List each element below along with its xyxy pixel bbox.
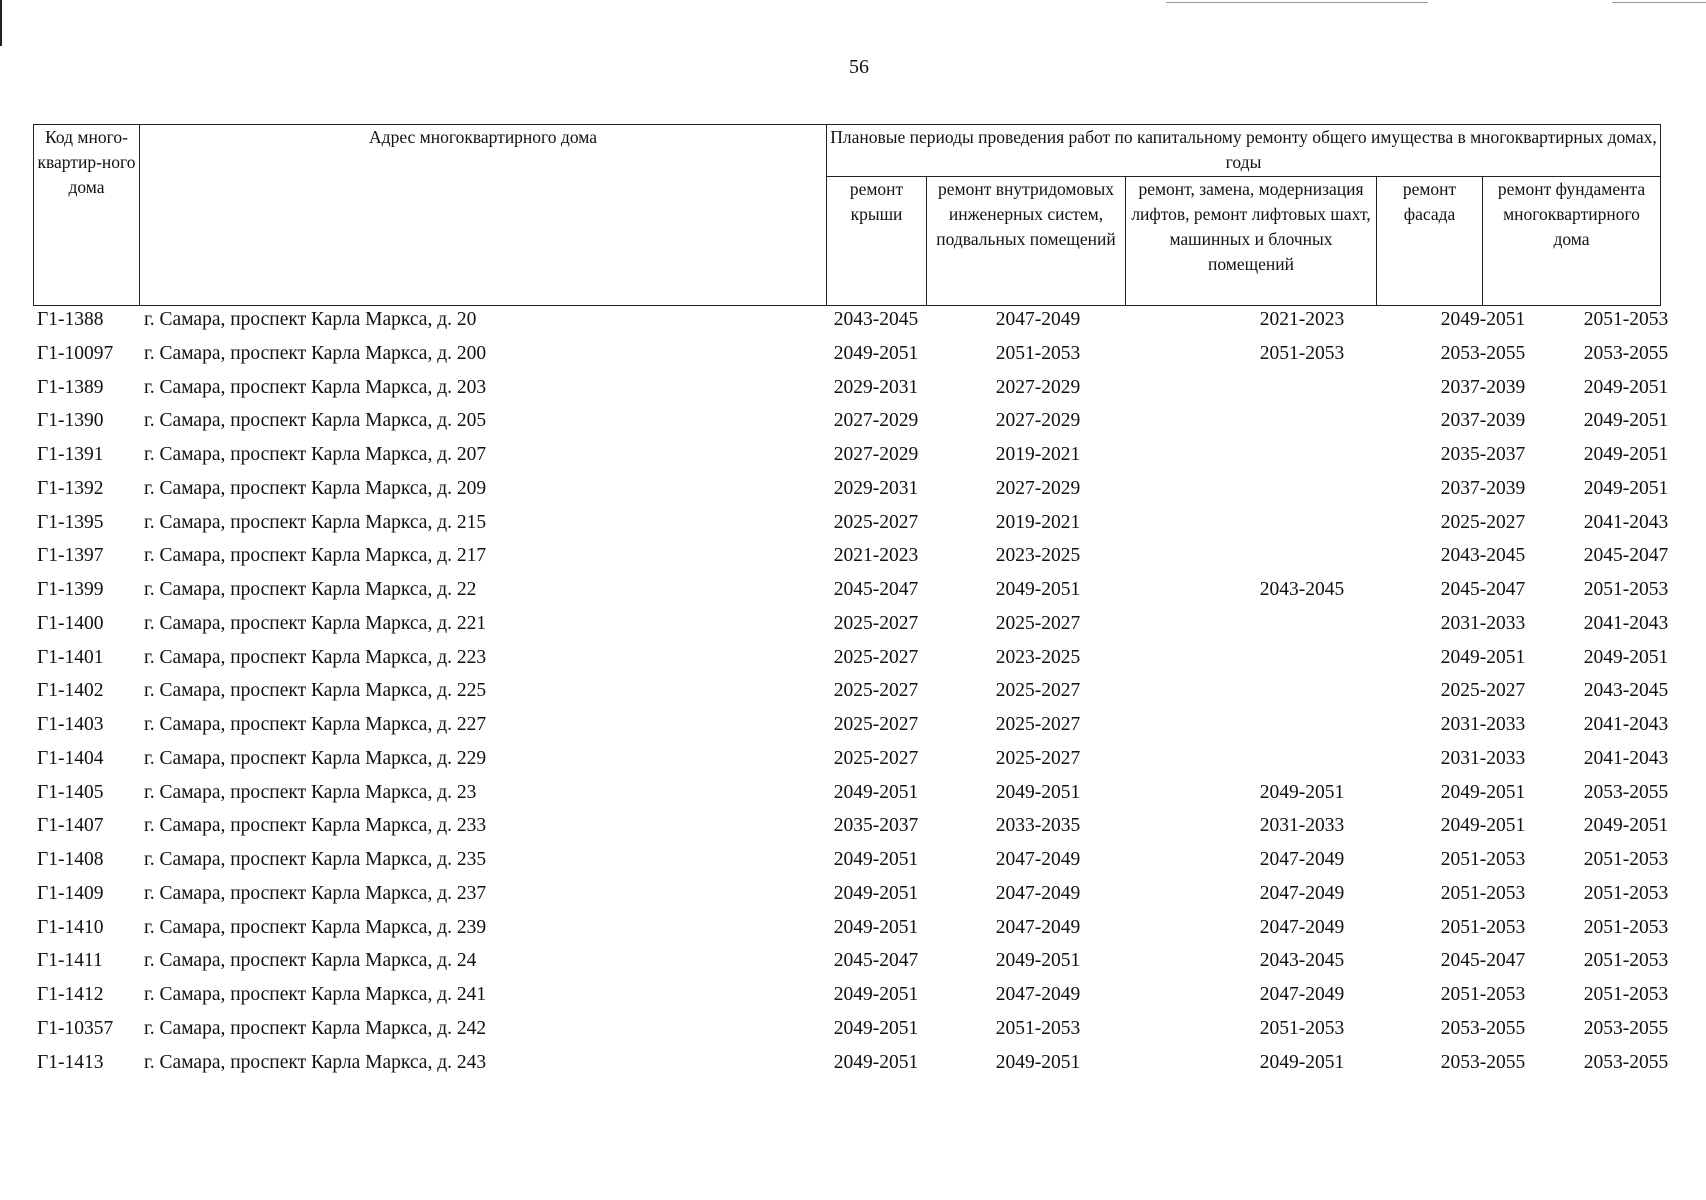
header-address: Адрес многоквартирного дома — [140, 125, 827, 306]
cell-address: г. Самара, проспект Карла Маркса, д. 233 — [144, 815, 487, 837]
cell-facade: 2053-2055 — [1440, 342, 1526, 364]
header-periods-group: Плановые периоды проведения работ по капитальному ремонту общего имущества в многоквартирных домах, годы — [827, 125, 1661, 177]
cell-code: Г1-1389 — [37, 376, 104, 398]
cell-engineering: 2047-2049 — [995, 882, 1081, 904]
cell-code: Г1-1397 — [37, 545, 104, 567]
cell-code: Г1-1413 — [37, 1051, 104, 1073]
cell-facade: 2053-2055 — [1440, 1051, 1526, 1073]
table-row — [33, 948, 1683, 982]
table-row — [33, 1016, 1683, 1050]
cell-roof: 2049-2051 — [833, 342, 919, 364]
cell-foundation: 2049-2051 — [1583, 646, 1669, 668]
cell-engineering: 2023-2025 — [995, 646, 1081, 668]
cell-code: Г1-1395 — [37, 511, 104, 533]
cell-foundation: 2051-2053 — [1583, 984, 1669, 1005]
cell-roof: 2043-2045 — [833, 309, 919, 330]
cell-lifts: 2051-2053 — [1259, 1017, 1345, 1039]
cell-address: г. Самара, проспект Карла Маркса, д. 217 — [144, 545, 487, 567]
cell-code: Г1-1409 — [37, 882, 104, 904]
cell-engineering: 2025-2027 — [995, 747, 1081, 769]
cell-roof: 2049-2051 — [833, 916, 919, 938]
cell-foundation: 2049-2051 — [1583, 444, 1669, 465]
cell-foundation: 2049-2051 — [1583, 815, 1669, 837]
cell-roof: 2025-2027 — [833, 714, 919, 735]
cell-foundation: 2051-2053 — [1583, 882, 1669, 904]
cell-roof: 2049-2051 — [833, 781, 919, 803]
cell-address: г. Самара, проспект Карла Маркса, д. 23 — [144, 781, 477, 803]
cell-address: г. Самара, проспект Карла Маркса, д. 209 — [144, 477, 487, 499]
cell-foundation: 2041-2043 — [1583, 747, 1669, 769]
cell-roof: 2049-2051 — [833, 1051, 919, 1073]
table-row — [33, 476, 1683, 510]
cell-facade: 2053-2055 — [1440, 1017, 1526, 1039]
cell-facade: 2025-2027 — [1440, 680, 1526, 702]
cell-engineering: 2051-2053 — [995, 342, 1081, 364]
cell-roof: 2027-2029 — [833, 410, 919, 432]
page-number: 56 — [849, 56, 869, 78]
table-row — [33, 510, 1683, 544]
cell-facade: 2035-2037 — [1440, 444, 1526, 465]
cell-engineering: 2047-2049 — [995, 309, 1081, 330]
cell-lifts: 2031-2033 — [1259, 815, 1345, 837]
cell-address: г. Самара, проспект Карла Маркса, д. 207 — [144, 444, 487, 465]
cell-foundation: 2053-2055 — [1583, 1017, 1669, 1039]
table-row — [33, 678, 1683, 712]
cell-address: г. Самара, проспект Карла Маркса, д. 242 — [144, 1017, 487, 1039]
cell-foundation: 2051-2053 — [1583, 309, 1669, 330]
cell-roof: 2025-2027 — [833, 612, 919, 634]
cell-address: г. Самара, проспект Карла Маркса, д. 223 — [144, 646, 487, 668]
header-engineering: ремонт внутридомовых инженерных систем, подвальных помещений — [927, 177, 1126, 306]
cell-roof: 2049-2051 — [833, 849, 919, 870]
cell-facade: 2031-2033 — [1440, 714, 1526, 735]
header-code: Код много-квартир-ного дома — [34, 125, 140, 306]
cell-code: Г1-10097 — [37, 342, 114, 364]
cell-facade: 2037-2039 — [1440, 376, 1526, 398]
cell-roof: 2049-2051 — [833, 1017, 919, 1039]
cell-address: г. Самара, проспект Карла Маркса, д. 229 — [144, 747, 487, 769]
cell-foundation: 2051-2053 — [1583, 849, 1669, 870]
cell-foundation: 2041-2043 — [1583, 511, 1669, 533]
cell-code: Г1-1405 — [37, 781, 104, 803]
cell-address: г. Самара, проспект Карла Маркса, д. 200 — [144, 342, 487, 364]
cell-address: г. Самара, проспект Карла Маркса, д. 203 — [144, 376, 487, 398]
cell-lifts: 2021-2023 — [1259, 309, 1345, 330]
cell-roof: 2025-2027 — [833, 646, 919, 668]
cell-engineering: 2047-2049 — [995, 916, 1081, 938]
scan-artifact-line — [1166, 2, 1428, 3]
header-roof: ремонт крыши — [827, 177, 927, 306]
table-row — [33, 341, 1683, 375]
cell-code: Г1-1399 — [37, 579, 104, 600]
cell-foundation: 2041-2043 — [1583, 714, 1669, 735]
cell-roof: 2021-2023 — [833, 545, 919, 567]
cell-engineering: 2025-2027 — [995, 714, 1081, 735]
cell-lifts: 2049-2051 — [1259, 781, 1345, 803]
table-row — [33, 1050, 1683, 1084]
cell-address: г. Самара, проспект Карла Маркса, д. 237 — [144, 882, 487, 904]
cell-engineering: 2027-2029 — [995, 477, 1081, 499]
cell-facade: 2037-2039 — [1440, 477, 1526, 499]
cell-address: г. Самара, проспект Карла Маркса, д. 239 — [144, 916, 487, 938]
cell-engineering: 2049-2051 — [995, 579, 1081, 600]
cell-roof: 2029-2031 — [833, 477, 919, 499]
cell-roof: 2025-2027 — [833, 511, 919, 533]
cell-code: Г1-1404 — [37, 747, 104, 769]
cell-address: г. Самара, проспект Карла Маркса, д. 20 — [144, 309, 477, 330]
cell-code: Г1-1402 — [37, 680, 104, 702]
cell-roof: 2045-2047 — [833, 579, 919, 600]
cell-code: Г1-1401 — [37, 646, 104, 668]
cell-lifts: 2047-2049 — [1259, 882, 1345, 904]
cell-facade: 2031-2033 — [1440, 747, 1526, 769]
table-row — [33, 746, 1683, 780]
cell-facade: 2051-2053 — [1440, 916, 1526, 938]
cell-roof: 2049-2051 — [833, 984, 919, 1005]
cell-engineering: 2047-2049 — [995, 849, 1081, 870]
cell-engineering: 2025-2027 — [995, 612, 1081, 634]
cell-roof: 2049-2051 — [833, 882, 919, 904]
cell-facade: 2051-2053 — [1440, 882, 1526, 904]
cell-code: Г1-1403 — [37, 714, 104, 735]
table-row — [33, 307, 1683, 341]
table-row — [33, 611, 1683, 645]
cell-foundation: 2043-2045 — [1583, 680, 1669, 702]
cell-foundation: 2049-2051 — [1583, 410, 1669, 432]
cell-code: Г1-10357 — [37, 1017, 114, 1039]
cell-lifts: 2043-2045 — [1259, 579, 1345, 600]
cell-code: Г1-1390 — [37, 410, 104, 432]
cell-facade: 2025-2027 — [1440, 511, 1526, 533]
cell-foundation: 2053-2055 — [1583, 342, 1669, 364]
header-foundation: ремонт фундамента многоквартирного дома — [1483, 177, 1661, 306]
scan-edge-line — [0, 0, 2, 46]
cell-facade: 2051-2053 — [1440, 984, 1526, 1005]
cell-roof: 2045-2047 — [833, 950, 919, 972]
cell-address: г. Самара, проспект Карла Маркса, д. 215 — [144, 511, 487, 533]
cell-engineering: 2047-2049 — [995, 984, 1081, 1005]
cell-address: г. Самара, проспект Карла Маркса, д. 22 — [144, 579, 477, 600]
cell-code: Г1-1410 — [37, 916, 104, 938]
cell-code: Г1-1407 — [37, 815, 104, 837]
cell-lifts: 2047-2049 — [1259, 916, 1345, 938]
cell-address: г. Самара, проспект Карла Маркса, д. 243 — [144, 1051, 487, 1073]
cell-foundation: 2051-2053 — [1583, 916, 1669, 938]
cell-address: г. Самара, проспект Карла Маркса, д. 205 — [144, 410, 487, 432]
cell-foundation: 2041-2043 — [1583, 612, 1669, 634]
cell-roof: 2035-2037 — [833, 815, 919, 837]
cell-facade: 2043-2045 — [1440, 545, 1526, 567]
cell-facade: 2051-2053 — [1440, 849, 1526, 870]
cell-engineering: 2019-2021 — [995, 511, 1081, 533]
cell-facade: 2045-2047 — [1440, 950, 1526, 972]
cell-facade: 2049-2051 — [1440, 646, 1526, 668]
cell-facade: 2031-2033 — [1440, 612, 1526, 634]
table-row — [33, 881, 1683, 915]
cell-address: г. Самара, проспект Карла Маркса, д. 227 — [144, 714, 487, 735]
cell-foundation: 2051-2053 — [1583, 579, 1669, 600]
cell-address: г. Самара, проспект Карла Маркса, д. 225 — [144, 680, 487, 702]
cell-foundation: 2051-2053 — [1583, 950, 1669, 972]
header-lifts: ремонт, замена, модернизация лифтов, ремонт лифтовых шахт, машинных и блочных помещений — [1126, 177, 1377, 306]
cell-code: Г1-1412 — [37, 984, 104, 1005]
table-row — [33, 847, 1683, 881]
table-row — [33, 577, 1683, 611]
cell-engineering: 2051-2053 — [995, 1017, 1081, 1039]
cell-facade: 2045-2047 — [1440, 579, 1526, 600]
cell-facade: 2049-2051 — [1440, 781, 1526, 803]
table-row — [33, 375, 1683, 409]
cell-code: Г1-1411 — [37, 950, 103, 972]
cell-foundation: 2053-2055 — [1583, 1051, 1669, 1073]
table-row — [33, 645, 1683, 679]
cell-foundation: 2045-2047 — [1583, 545, 1669, 567]
cell-roof: 2025-2027 — [833, 680, 919, 702]
cell-code: Г1-1400 — [37, 612, 104, 634]
cell-engineering: 2049-2051 — [995, 950, 1081, 972]
table-row — [33, 712, 1683, 746]
cell-lifts: 2049-2051 — [1259, 1051, 1345, 1073]
cell-engineering: 2025-2027 — [995, 680, 1081, 702]
cell-address: г. Самара, проспект Карла Маркса, д. 24 — [144, 950, 477, 972]
cell-foundation: 2053-2055 — [1583, 781, 1669, 803]
table-row — [33, 442, 1683, 476]
cell-lifts: 2047-2049 — [1259, 849, 1345, 870]
table-row — [33, 813, 1683, 847]
cell-foundation: 2049-2051 — [1583, 477, 1669, 499]
cell-facade: 2049-2051 — [1440, 309, 1526, 330]
cell-engineering: 2033-2035 — [995, 815, 1081, 837]
cell-code: Г1-1408 — [37, 849, 104, 870]
cell-engineering: 2023-2025 — [995, 545, 1081, 567]
cell-engineering: 2027-2029 — [995, 376, 1081, 398]
cell-lifts: 2051-2053 — [1259, 342, 1345, 364]
cell-foundation: 2049-2051 — [1583, 376, 1669, 398]
cell-address: г. Самара, проспект Карла Маркса, д. 235 — [144, 849, 487, 870]
cell-code: Г1-1388 — [37, 309, 104, 330]
cell-lifts: 2047-2049 — [1259, 984, 1345, 1005]
cell-roof: 2025-2027 — [833, 747, 919, 769]
table-row — [33, 780, 1683, 814]
table-row — [33, 982, 1683, 1016]
cell-address: г. Самара, проспект Карла Маркса, д. 241 — [144, 984, 487, 1005]
header-facade: ремонт фасада — [1377, 177, 1483, 306]
cell-engineering: 2049-2051 — [995, 781, 1081, 803]
cell-engineering: 2019-2021 — [995, 444, 1081, 465]
cell-code: Г1-1392 — [37, 477, 104, 499]
table-row — [33, 408, 1683, 442]
cell-facade: 2037-2039 — [1440, 410, 1526, 432]
cell-roof: 2029-2031 — [833, 376, 919, 398]
scan-artifact-line — [1612, 2, 1706, 3]
table-header — [33, 124, 1661, 306]
table-row — [33, 543, 1683, 577]
cell-facade: 2049-2051 — [1440, 815, 1526, 837]
table-row — [33, 915, 1683, 949]
cell-engineering: 2049-2051 — [995, 1051, 1081, 1073]
cell-lifts: 2043-2045 — [1259, 950, 1345, 972]
cell-address: г. Самара, проспект Карла Маркса, д. 221 — [144, 612, 487, 634]
cell-roof: 2027-2029 — [833, 444, 919, 465]
table-body — [33, 307, 1683, 1083]
cell-engineering: 2027-2029 — [995, 410, 1081, 432]
cell-code: Г1-1391 — [37, 444, 104, 465]
